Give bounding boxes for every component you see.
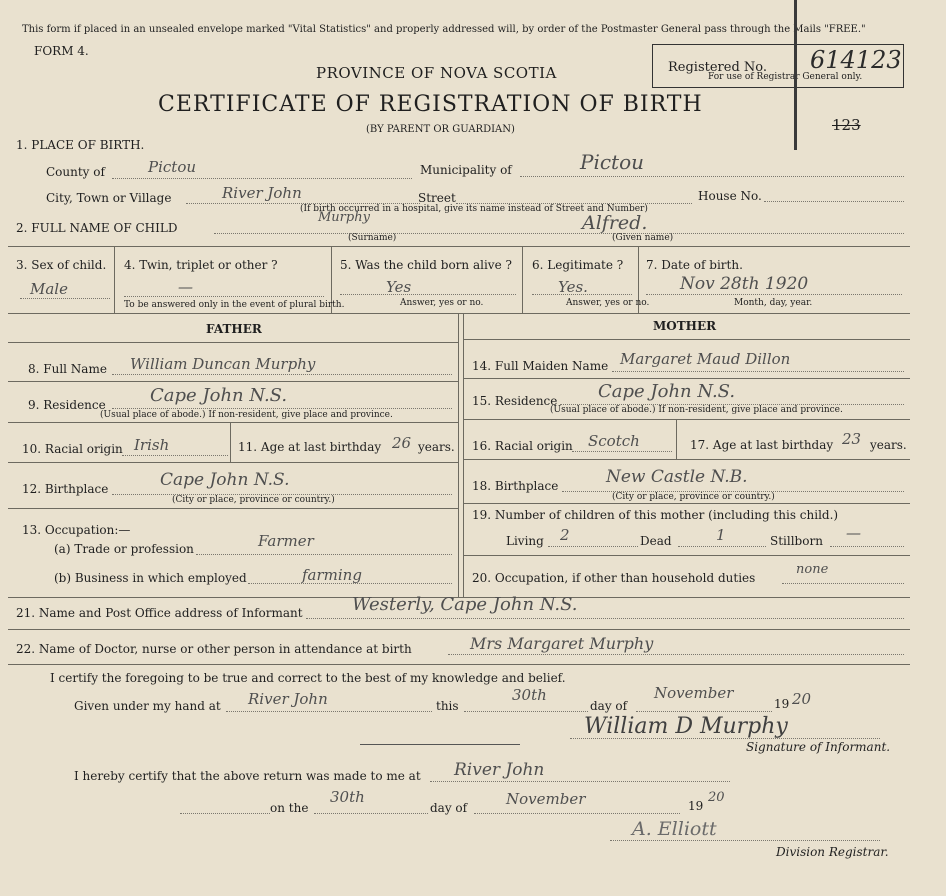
registrar-year-prefix: 19: [688, 799, 704, 813]
dob-label: 7. Date of birth.: [646, 258, 743, 272]
father-name-label: 8. Full Name: [28, 362, 107, 376]
stillborn-label: Stillborn: [770, 534, 823, 548]
mother-birthplace-note: (City or place, province or country.): [612, 492, 775, 502]
alive-label: 5. Was the child born alive ?: [340, 258, 512, 272]
city-label: City, Town or Village: [46, 191, 172, 205]
informant-label: 21. Name and Post Office address of Informant: [16, 606, 303, 620]
mother-name-label: 14. Full Maiden Name: [472, 359, 609, 373]
registrar-place: River John: [454, 760, 545, 780]
house-label: House No.: [698, 189, 762, 203]
on-the-label: on the: [270, 801, 309, 815]
father-name-value: William Duncan Murphy: [130, 355, 316, 373]
province-title: PROVINCE OF NOVA SCOTIA: [316, 64, 557, 82]
stillborn-value: —: [846, 524, 861, 542]
mother-occupation-value: none: [796, 562, 829, 577]
registered-number: 614123: [810, 46, 902, 74]
sex-value: Male: [30, 280, 68, 298]
given-under-label: Given under my hand at: [74, 699, 221, 713]
mother-residence-value: Cape John N.S.: [598, 381, 736, 402]
father-race-label: 10. Racial origin: [22, 442, 123, 456]
mother-heading: MOTHER: [653, 319, 717, 333]
business-label: (b) Business in which employed: [54, 571, 247, 585]
certify-place: River John: [248, 690, 328, 708]
struck-number: 123: [832, 116, 861, 134]
dob-note: Month, day, year.: [734, 298, 813, 308]
doctor-label: 22. Name of Doctor, nurse or other person in attendance at birth: [16, 642, 412, 656]
registered-label: Registered No.: [668, 60, 768, 75]
mother-years: years.: [870, 438, 907, 452]
this-label: this: [436, 699, 459, 713]
trade-value: Farmer: [258, 532, 314, 550]
registrar-month: November: [506, 790, 586, 808]
child-name-label: 2. FULL NAME OF CHILD: [16, 221, 178, 235]
father-birthplace-label: 12. Birthplace: [22, 482, 109, 496]
living-value: 2: [560, 526, 570, 544]
certify-year-prefix: 19: [774, 697, 790, 711]
father-residence-label: 9. Residence: [28, 398, 106, 412]
hospital-note: (If birth occurred in a hospital, give its name instead of Street and Number): [300, 204, 648, 214]
page-title: CERTIFICATE OF REGISTRATION OF BIRTH: [158, 92, 703, 117]
city-value: River John: [222, 184, 302, 202]
signature-informant-label: Signature of Informant.: [746, 740, 891, 754]
surname-note: (Surname): [348, 233, 397, 243]
informant-value: Westerly, Cape John N.S.: [352, 594, 578, 615]
mother-birthplace-label: 18. Birthplace: [472, 479, 559, 493]
county-value: Pictou: [148, 158, 197, 176]
informant-signature: William D Murphy: [584, 714, 788, 739]
legitimate-value: Yes.: [558, 278, 588, 296]
father-age-label: 11. Age at last birthday: [238, 440, 382, 454]
father-age-value: 26: [392, 434, 412, 452]
mother-race-label: 16. Racial origin: [472, 439, 573, 453]
form-number: FORM 4.: [34, 44, 89, 58]
page-subtitle: (BY PARENT OR GUARDIAN): [366, 124, 515, 135]
mother-residence-label: 15. Residence: [472, 394, 558, 408]
mother-age-label: 17. Age at last birthday: [690, 438, 834, 452]
doctor-value: Mrs Margaret Murphy: [470, 634, 654, 653]
living-label: Living: [506, 534, 544, 548]
twin-value: —: [178, 278, 193, 296]
child-given-name: Alfred.: [582, 212, 648, 234]
child-surname: Murphy: [318, 210, 370, 225]
county-label: County of: [46, 165, 105, 179]
trade-label: (a) Trade or profession: [54, 542, 194, 556]
father-residence-note: (Usual place of abode.) If non-resident, give place and province.: [100, 410, 393, 420]
dead-value: 1: [716, 526, 726, 544]
division-registrar-label: Division Registrar.: [776, 845, 889, 859]
children-label: 19. Number of children of this mother (including this child.): [472, 508, 839, 522]
father-occupation-label: 13. Occupation:—: [22, 523, 131, 537]
day-of-label: day of: [590, 699, 628, 713]
father-residence-value: Cape John N.S.: [150, 385, 288, 406]
father-race-value: Irish: [134, 436, 170, 454]
mother-residence-note: (Usual place of abode.) If non-resident, give place and province.: [550, 405, 843, 415]
mother-name-value: Margaret Maud Dillon: [620, 350, 791, 368]
alive-note: Answer, yes or no.: [400, 298, 484, 308]
registrar-year: 20: [708, 790, 725, 805]
father-years: years.: [418, 440, 455, 454]
sex-label: 3. Sex of child.: [16, 258, 107, 272]
registrar-day-of-label: day of: [430, 801, 468, 815]
father-birthplace-value: Cape John N.S.: [160, 470, 290, 490]
given-note: (Given name): [612, 233, 674, 243]
business-value: farming: [302, 566, 362, 584]
father-birthplace-note: (City or place, province or country.): [172, 495, 335, 505]
dob-value: Nov 28th 1920: [680, 274, 809, 294]
mother-race-value: Scotch: [588, 432, 640, 450]
mailing-note: This form if placed in an unsealed envelope marked "Vital Statistics" and properly addressed will, by order of the Postmaster General pass through the Mails "FREE.": [22, 24, 866, 35]
father-heading: FATHER: [206, 322, 262, 336]
municipality-label: Municipality of: [420, 163, 512, 177]
twin-label: 4. Twin, triplet or other ?: [124, 258, 278, 272]
certify-text: I certify the foregoing to be true and correct to the best of my knowledge and belief.: [50, 671, 566, 685]
registrar-text: I hereby certify that the above return was made to me at: [74, 769, 421, 783]
dead-label: Dead: [640, 534, 672, 548]
certify-day: 30th: [512, 686, 547, 704]
mother-occupation-label: 20. Occupation, if other than household duties: [472, 571, 756, 585]
twin-note: To be answered only in the event of plural birth.: [124, 300, 345, 310]
municipality-value: Pictou: [580, 150, 645, 174]
registrar-day: 30th: [330, 788, 365, 806]
mother-birthplace-value: New Castle N.B.: [606, 467, 748, 487]
legitimate-note: Answer, yes or no.: [566, 298, 650, 308]
alive-value: Yes: [386, 278, 412, 296]
legitimate-label: 6. Legitimate ?: [532, 258, 624, 272]
street-label: Street: [418, 191, 456, 205]
registrar-signature: A. Elliott: [632, 818, 717, 840]
certify-month: November: [654, 684, 734, 702]
certify-year: 20: [792, 690, 812, 708]
ink-stroke: [794, 0, 797, 150]
registrar-note: For use of Registrar General only.: [708, 72, 863, 82]
mother-age-value: 23: [842, 430, 862, 448]
place-section-heading: 1. PLACE OF BIRTH.: [16, 138, 145, 152]
